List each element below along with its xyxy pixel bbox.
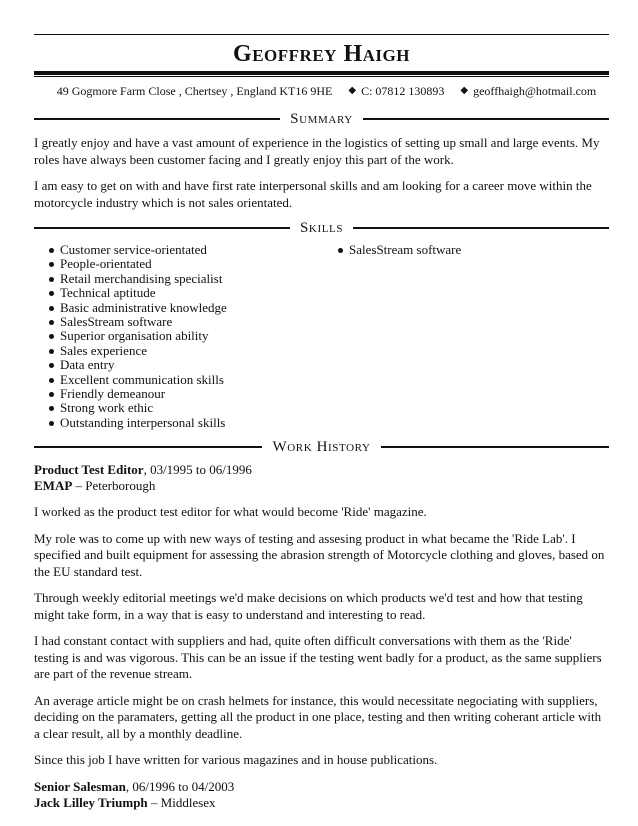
skill-item: Outstanding interpersonal skills bbox=[34, 416, 323, 430]
skills-heading: Skills bbox=[34, 219, 609, 237]
diamond-icon: ◆ bbox=[460, 85, 469, 96]
skill-item: Sales experience bbox=[34, 344, 323, 358]
skill-item: Technical aptitude bbox=[34, 286, 323, 300]
job-dates: , 06/1996 to 04/2003 bbox=[125, 778, 235, 794]
candidate-name: Geoffrey Haigh bbox=[233, 41, 410, 67]
job-company: EMAP bbox=[34, 478, 73, 494]
job-entry bbox=[34, 462, 609, 769]
job-paragraph: I worked as the product test editor for what would become 'Ride' magazine. bbox=[34, 504, 427, 520]
skill-item: Retail merchandising specialist bbox=[34, 272, 323, 286]
top-rule bbox=[34, 34, 609, 35]
contact-rules bbox=[34, 71, 609, 77]
job-company-line bbox=[34, 478, 609, 494]
skill-item: SalesStream software bbox=[323, 243, 609, 257]
skill-item: Friendly demeanour bbox=[34, 387, 323, 401]
job-location: – Middlesex bbox=[147, 794, 216, 810]
skill-item: Basic administrative knowledge bbox=[34, 301, 323, 315]
job-title: Product Test Editor bbox=[34, 462, 144, 478]
summary-paragraph: I greatly enjoy and have a vast amount of experience in the logistics of setting up small and large events. My roles have always been customer facing and I greatly enjoy this part of the work. bbox=[34, 135, 600, 167]
job-location: – Peterborough bbox=[72, 478, 156, 494]
job-dates: , 03/1995 to 06/1996 bbox=[143, 462, 252, 478]
skill-item: Superior organisation ability bbox=[34, 329, 323, 343]
job-paragraph: Through weekly editorial meetings we'd make decisions on which products we'd test and how that testing might take form, in a way that is easy to understand and interesting to read. bbox=[34, 590, 583, 622]
skill-item: SalesStream software bbox=[34, 315, 323, 329]
work-history-heading: Work History bbox=[34, 438, 609, 456]
resume-page bbox=[34, 34, 609, 811]
skill-item: People-orientated bbox=[34, 257, 323, 271]
job-company: Jack Lilley Triumph bbox=[34, 794, 148, 810]
job-company-line bbox=[34, 795, 609, 811]
summary-paragraph: I am easy to get on with and have first rate interpersonal skills and am looking for a career move within the motorcycle industry which is not sales orientated. bbox=[34, 178, 592, 210]
job-title: Senior Salesman bbox=[34, 778, 126, 794]
summary-heading: Summary bbox=[34, 110, 609, 128]
phone: ◆ C: 07812 130893 bbox=[348, 84, 445, 98]
job-title-line bbox=[34, 462, 609, 478]
job-paragraph: An average article might be on crash helmets for instance, this would necessitate negociating with suppliers, deciding on the paramaters, getting all the product in one place, testing and then writing coherant article with a clear result, all by a monthly deadline. bbox=[34, 692, 602, 741]
diamond-icon: ◆ bbox=[348, 85, 357, 96]
skill-item: Data entry bbox=[34, 358, 323, 372]
skills-column-2 bbox=[323, 243, 609, 430]
skills-list bbox=[34, 243, 609, 430]
address: 49 Gogmore Farm Close , Chertsey , England KT16 9HE bbox=[56, 84, 333, 98]
contact-line bbox=[34, 83, 609, 99]
job-title-line bbox=[34, 779, 609, 795]
job-paragraph: I had constant contact with suppliers and had, quite often difficult conversations with them as the 'Ride' testing is and was vigorous. This can be an issue if the testing went badly for a product, as the same suppliers are part of the revenue stream. bbox=[34, 633, 602, 682]
skills-column-1 bbox=[34, 243, 323, 430]
skill-item: Strong work ethic bbox=[34, 401, 323, 415]
email: ◆ geoffhaigh@hotmail.com bbox=[460, 84, 597, 98]
job-entry bbox=[34, 779, 609, 811]
job-paragraph: My role was to come up with new ways of testing and assesing product in what became the 'Ride Lab'. I specified and built equipment for assessing the abrasion strength of Motorcycle clothing and gloves, based on the EU standard test. bbox=[34, 530, 605, 579]
skill-item: Excellent communication skills bbox=[34, 373, 323, 387]
job-paragraph: Since this job I have written for various magazines and in house publications. bbox=[34, 752, 438, 768]
skill-item: Customer service-orientated bbox=[34, 243, 323, 257]
